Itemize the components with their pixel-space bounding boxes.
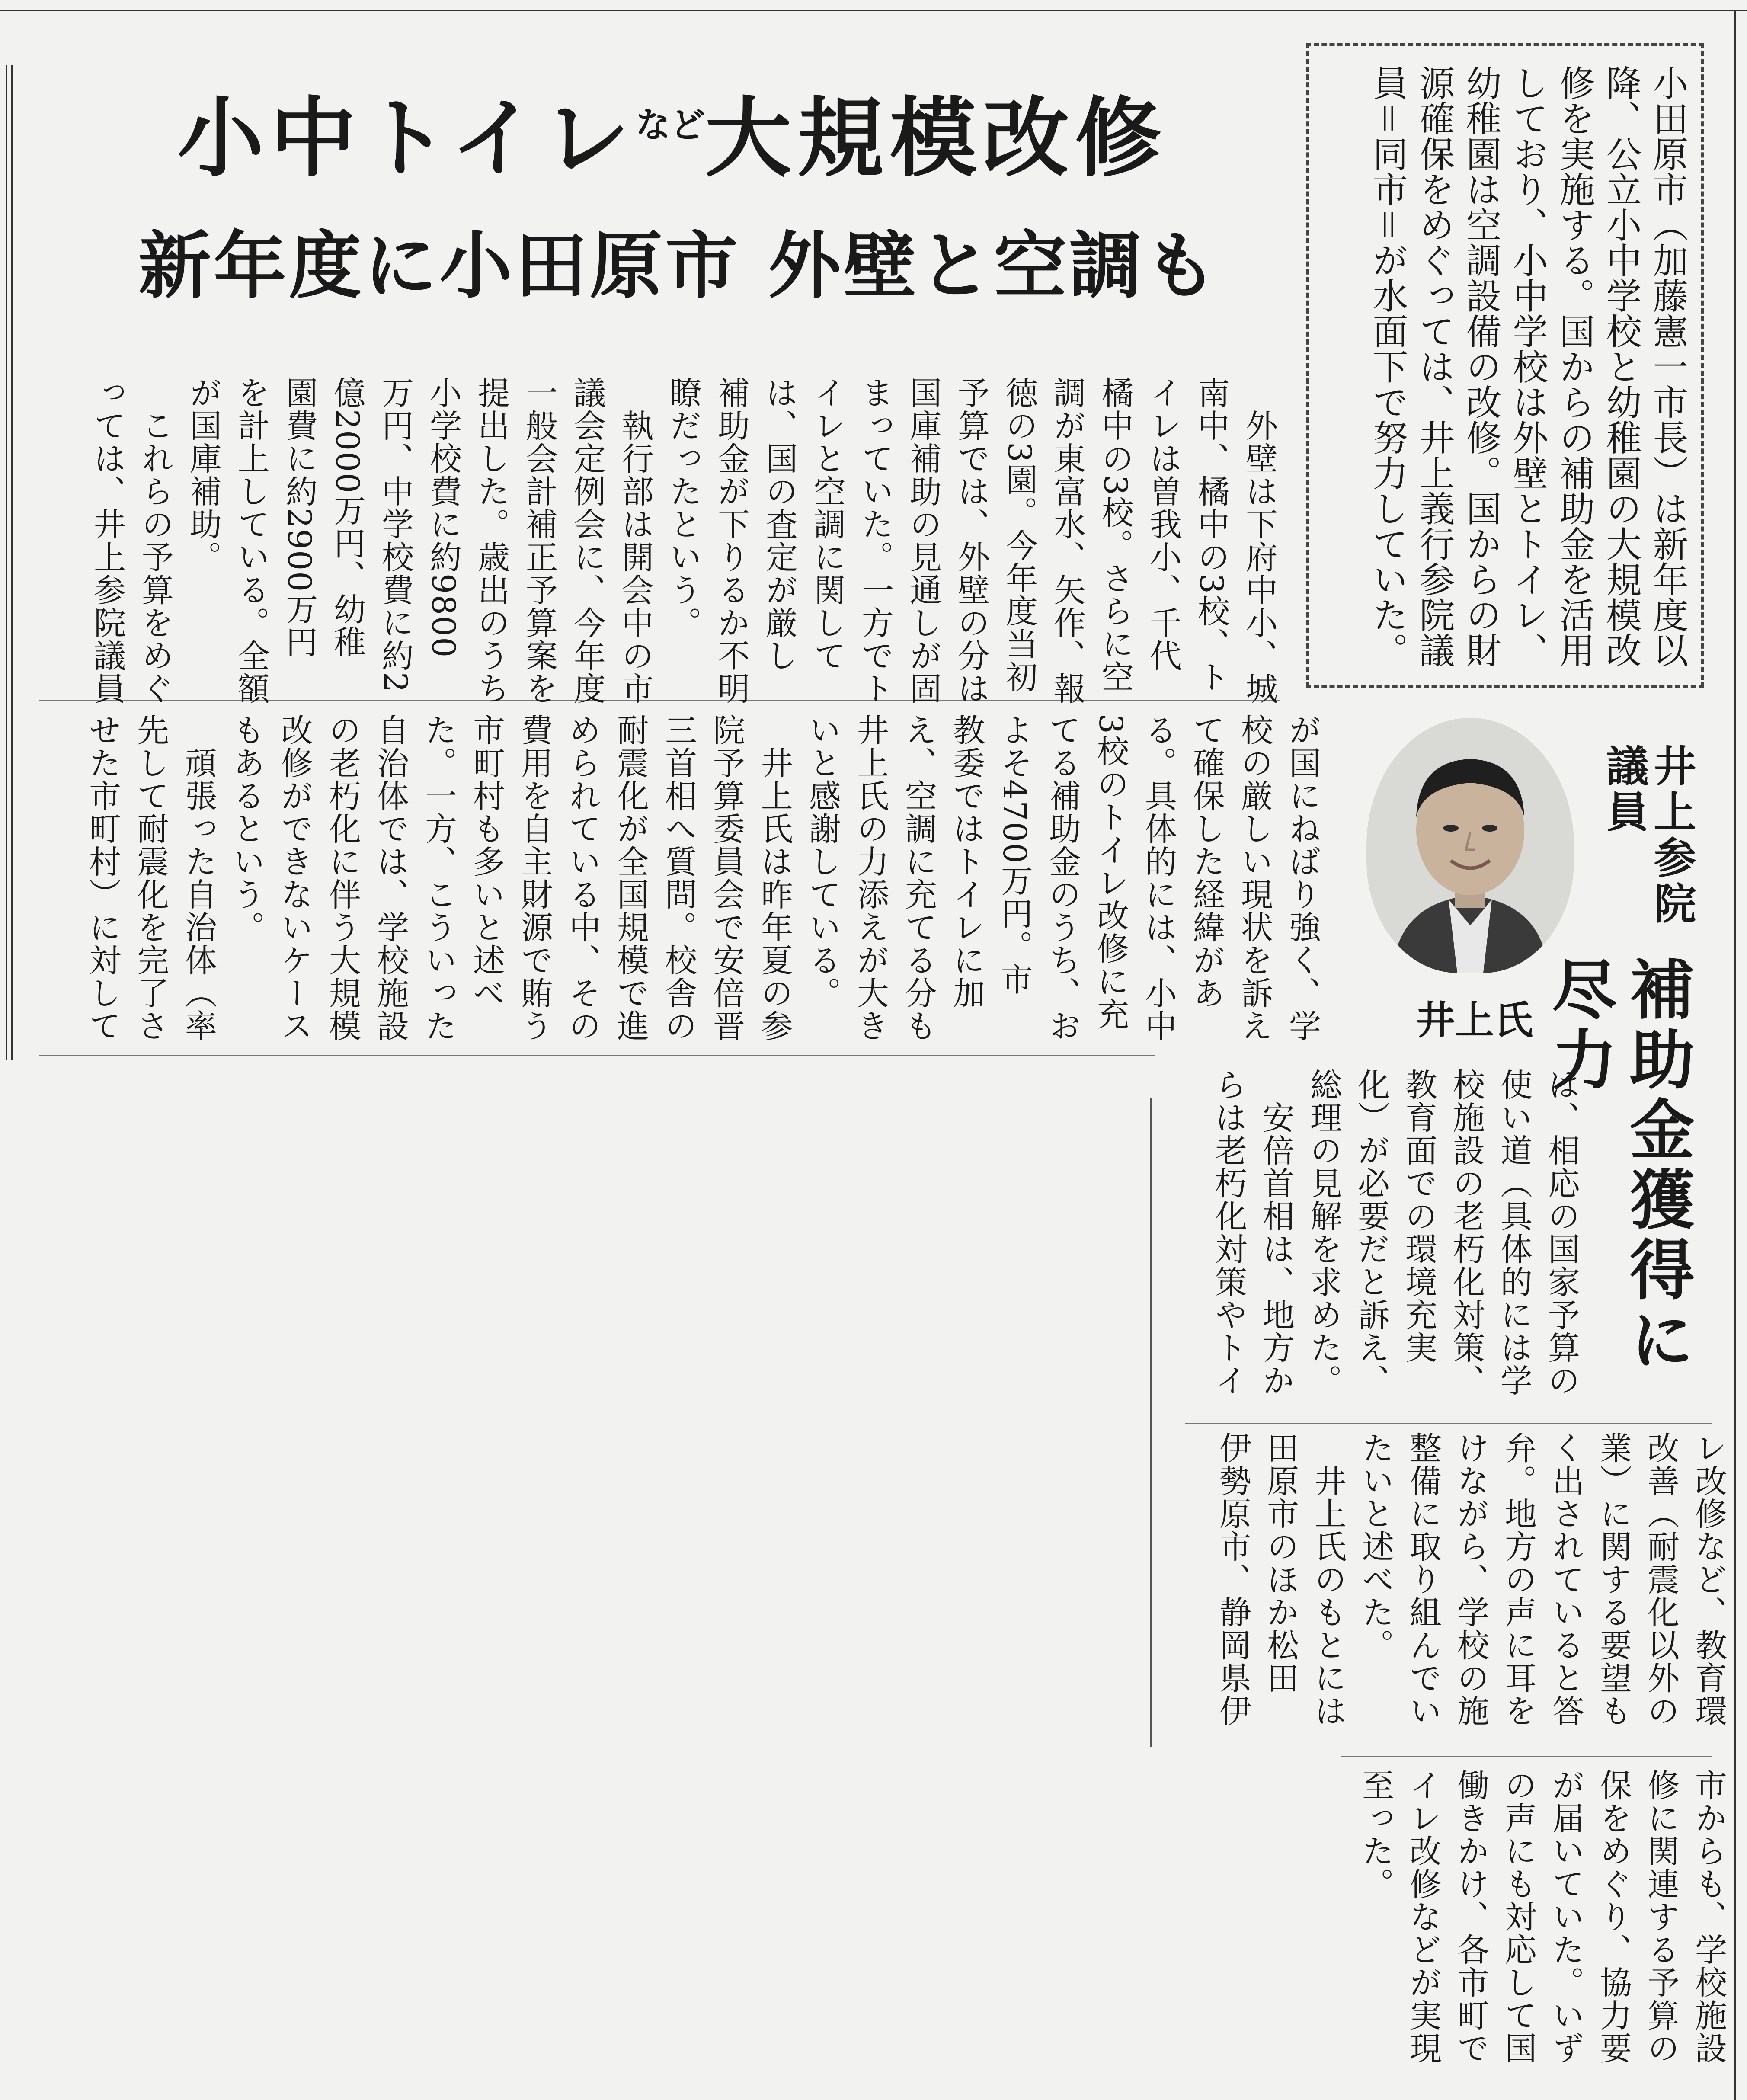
left-margin-rule — [6, 65, 7, 1060]
text-column: まっていた。一方でト — [857, 376, 894, 705]
text-column: よそ4700万円。市 — [996, 714, 1033, 996]
text-column: 弁。地方の声に耳を — [1500, 1431, 1537, 1727]
text-column: 校の厳しい現状を訴え — [1236, 714, 1273, 1042]
text-column: が届いていた。いず — [1547, 1769, 1584, 2065]
right-border — [1734, 10, 1736, 2100]
text-column: もあるという。 — [228, 714, 265, 944]
text-column: 耐震化が全国規模で進 — [612, 714, 649, 1042]
text-column: が国庫補助。 — [185, 376, 222, 573]
text-column: は、相応の国家予算の — [1543, 1068, 1580, 1397]
text-column: これらの予算をめぐ — [137, 376, 174, 705]
text-column: を計上している。全額 — [233, 376, 270, 705]
text-column: 補助金が下りるか不明 — [713, 376, 750, 705]
portrait-photo — [1366, 718, 1574, 973]
lead-text: 小田原市（加藤憲一市長）は新年度以降、公立小中学校と幼稚園の大規模改修を実施する。国からの補助金を活用しており、小中学校は外壁とトイレ、幼稚園は空調設備の改修。国からの財源確保をめぐっては、井上義行参院議員＝同市＝が水面下で努力していた。 — [1367, 65, 1688, 668]
text-column: けながら、学校の施 — [1452, 1431, 1489, 1727]
text-column: 伊勢原市、静岡県伊 — [1214, 1431, 1251, 1727]
sub-article-headline: 補助金獲得に尽力 — [1541, 956, 1694, 1376]
text-column: 議会定例会に、今年度 — [569, 376, 606, 705]
text-column: らは老朽化対策やトイ — [1210, 1068, 1247, 1397]
text-column: 院予算委員会で安倍晋 — [708, 714, 745, 1042]
text-column: 執行部は開会中の市 — [617, 376, 654, 705]
text-column: 整備に取り組んでい — [1405, 1431, 1442, 1727]
text-column: められている中、その — [564, 714, 601, 1042]
text-column: いと感謝している。 — [804, 714, 841, 1009]
text-column: 市町村も多いと述べ — [468, 714, 505, 1009]
text-column: せた市町村）に対して — [84, 714, 121, 1042]
text-column: 改善（耐震化以外の — [1642, 1431, 1680, 1727]
text-column: 万円、中学校費に約2 — [377, 376, 414, 694]
text-column: 校施設の老朽化対策、 — [1448, 1068, 1485, 1397]
text-column: は、国の査定が厳し — [761, 376, 798, 672]
text-column: 使い道（具体的には学 — [1495, 1068, 1533, 1397]
text-column: 市からも、学校施設 — [1690, 1769, 1727, 2065]
text-column: イレ改修などが実現 — [1405, 1769, 1442, 2065]
text-column: て確保した経緯があ — [1188, 714, 1225, 1009]
text-column: 頑張った自治体（率 — [180, 714, 217, 1042]
text-column: 国庫補助の見通しが固 — [905, 376, 942, 705]
sub-article-label: 井上参院議員 — [1599, 744, 1696, 927]
left-margin-rule-2 — [11, 65, 13, 1060]
text-column: 修に関連する予算の — [1642, 1769, 1680, 2065]
text-column: 教育面での環境充実 — [1400, 1068, 1437, 1364]
text-column: 南中、橘中の3校、ト — [1193, 376, 1230, 694]
text-column: た。一方、こういった — [420, 714, 457, 1042]
text-column: 田原市のほか松田 — [1262, 1431, 1299, 1694]
text-column: 安倍首相は、地方か — [1257, 1068, 1295, 1397]
text-column: 外壁は下府中小、城 — [1241, 376, 1278, 705]
text-column: 化）が必要だと訴え、 — [1353, 1068, 1390, 1397]
text-column: 調が東富水、矢作、報 — [1049, 376, 1086, 705]
text-column: っては、井上参院議員 — [89, 376, 126, 705]
text-column: 教委ではトイレに加 — [948, 714, 985, 1009]
sub-article-border — [1150, 1098, 1152, 1747]
text-column: る。具体的には、小中 — [1140, 714, 1177, 1042]
text-column: 井上氏のもとには — [1309, 1464, 1347, 1727]
portrait-image — [1366, 718, 1574, 973]
text-column: 改修ができないケース — [276, 714, 313, 1042]
text-column: 一般会計補正予算案を — [521, 376, 558, 705]
text-column: 小学校費に約9800 — [425, 376, 462, 659]
text-column: 総理の見解を求めた。 — [1305, 1068, 1342, 1397]
sub-divider-2 — [1341, 1756, 1712, 1757]
headline: 小中トイレ$^{など}$大規模改修 — [177, 88, 1168, 189]
text-column: レ改修など、教育環 — [1690, 1431, 1727, 1727]
text-column: 三首相へ質問。校舎の — [660, 714, 697, 1042]
text-column: イレと空調に関して — [809, 376, 846, 672]
text-column: 徳の3園。今年度当初 — [1001, 376, 1038, 694]
text-column: 費用を自主財源で賄う — [516, 714, 553, 1042]
text-column: 井上氏は昨年夏の参 — [756, 714, 793, 1042]
text-column: 提出した。歳出のうち — [473, 376, 510, 705]
text-column: 業）に関する要望も — [1595, 1431, 1632, 1727]
text-column: たいと述べた。 — [1357, 1431, 1394, 1661]
subheadline: 新年度に小田原市 外壁と空調も — [138, 224, 1220, 308]
text-column: 園費に約2900万円 — [281, 376, 318, 659]
text-column: 橘中の3校。さらに空 — [1097, 376, 1134, 694]
text-column: 自治体では、学校施設 — [372, 714, 409, 1042]
text-column: の老朽化に伴う大規模 — [324, 714, 361, 1042]
text-column: 働きかけ、各市町で — [1452, 1769, 1489, 2065]
text-column: く出されていると答 — [1547, 1431, 1584, 1727]
text-column: 瞭だったという。 — [665, 376, 702, 639]
text-column: 井上氏の力添えが大き — [852, 714, 889, 1042]
top-border — [0, 10, 1747, 11]
text-column: 先して耐震化を完了さ — [132, 714, 169, 1042]
text-column: が国にねばり強く、学 — [1284, 714, 1321, 1042]
text-column: 保をめぐり、協力要 — [1595, 1769, 1632, 2065]
text-column: 億2000万円、幼稚 — [329, 376, 366, 659]
text-column: イレは曽我小、千代 — [1145, 376, 1182, 672]
text-column: 予算では、外壁の分は — [953, 376, 990, 705]
text-column: 3校のトイレ改修に充 — [1092, 714, 1129, 1031]
headline-small: など — [636, 105, 705, 145]
text-column: 至った。 — [1357, 1769, 1394, 1900]
text-column: の声にも対応して国 — [1500, 1769, 1537, 2065]
text-column: え、空調に充てる分も — [900, 714, 937, 1042]
text-column: てる補助金のうち、お — [1044, 714, 1081, 1042]
photo-caption: 井上氏 — [1416, 998, 1533, 1043]
